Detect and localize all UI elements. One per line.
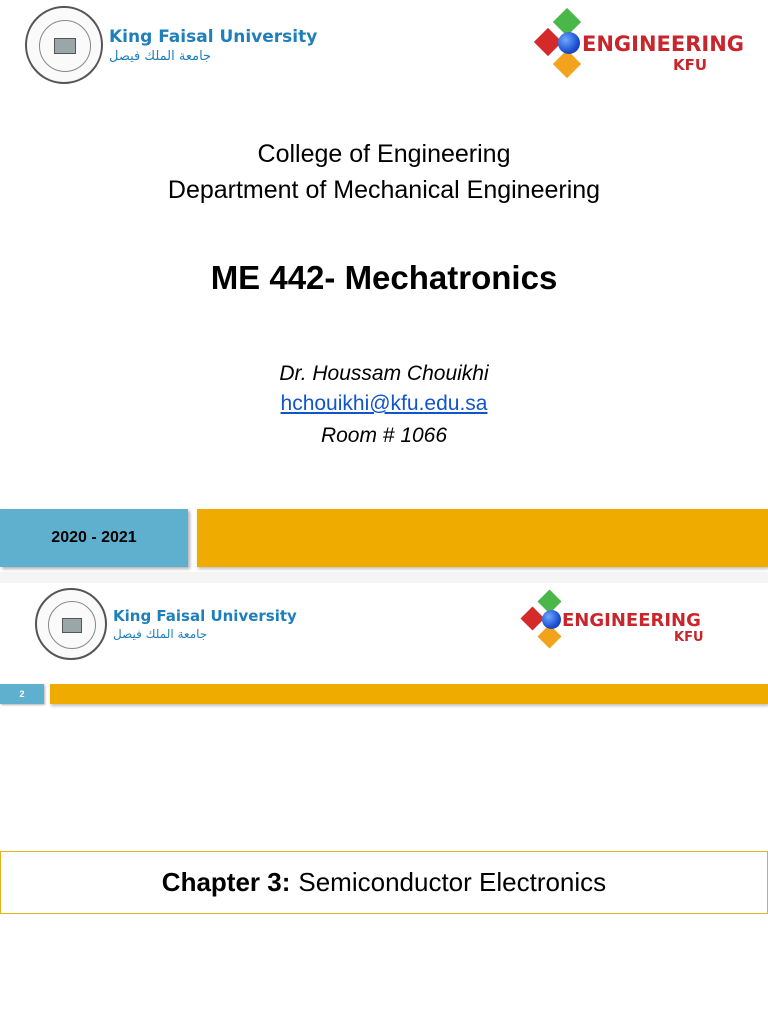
university-name-en: King Faisal University: [109, 26, 318, 47]
gold-accent-bar: [50, 684, 768, 704]
kfu-word: KFU: [674, 630, 704, 645]
instructor-name: Dr. Houssam Chouikhi: [279, 362, 489, 385]
blue-circle-icon: [542, 610, 561, 629]
engineering-word: ENGINEERING: [562, 610, 701, 631]
chapter-label: Chapter 3:: [161, 867, 291, 897]
academic-year-badge: 2020 - 2021: [0, 509, 188, 567]
kfu-logo: [35, 588, 297, 660]
engineering-word: ENGINEERING: [582, 32, 745, 56]
instructor-email-link[interactable]: hchouikhi@kfu.edu.sa: [280, 392, 488, 415]
university-name-ar: جامعة الملك فيصل: [113, 627, 208, 641]
university-name-ar: جامعة الملك فيصل: [109, 48, 212, 64]
orange-diamond-icon: [553, 50, 581, 78]
blue-circle-icon: [558, 32, 580, 54]
university-seal-icon: [35, 588, 107, 660]
chapter-slide: [0, 583, 768, 1024]
university-seal-icon: [25, 6, 103, 84]
chapter-banner: [0, 851, 768, 914]
gold-accent-bar: [197, 509, 768, 567]
university-name-en: King Faisal University: [113, 607, 297, 625]
engineering-kfu-logo: [518, 589, 718, 655]
engineering-kfu-logo: [532, 8, 745, 86]
college-name: College of Engineering: [257, 140, 511, 168]
kfu-word: KFU: [673, 56, 708, 74]
course-title: ME 442- Mechatronics: [210, 259, 558, 296]
red-diamond-icon: [520, 606, 544, 630]
kfu-logo: [25, 6, 317, 84]
room-number: Room # 1066: [320, 424, 448, 447]
slide-divider: [0, 572, 768, 583]
department-name: Department of Mechanical Engineering: [167, 176, 601, 204]
page-number-badge: 2: [0, 684, 44, 704]
chapter-title: Semiconductor Electronics: [298, 867, 607, 897]
